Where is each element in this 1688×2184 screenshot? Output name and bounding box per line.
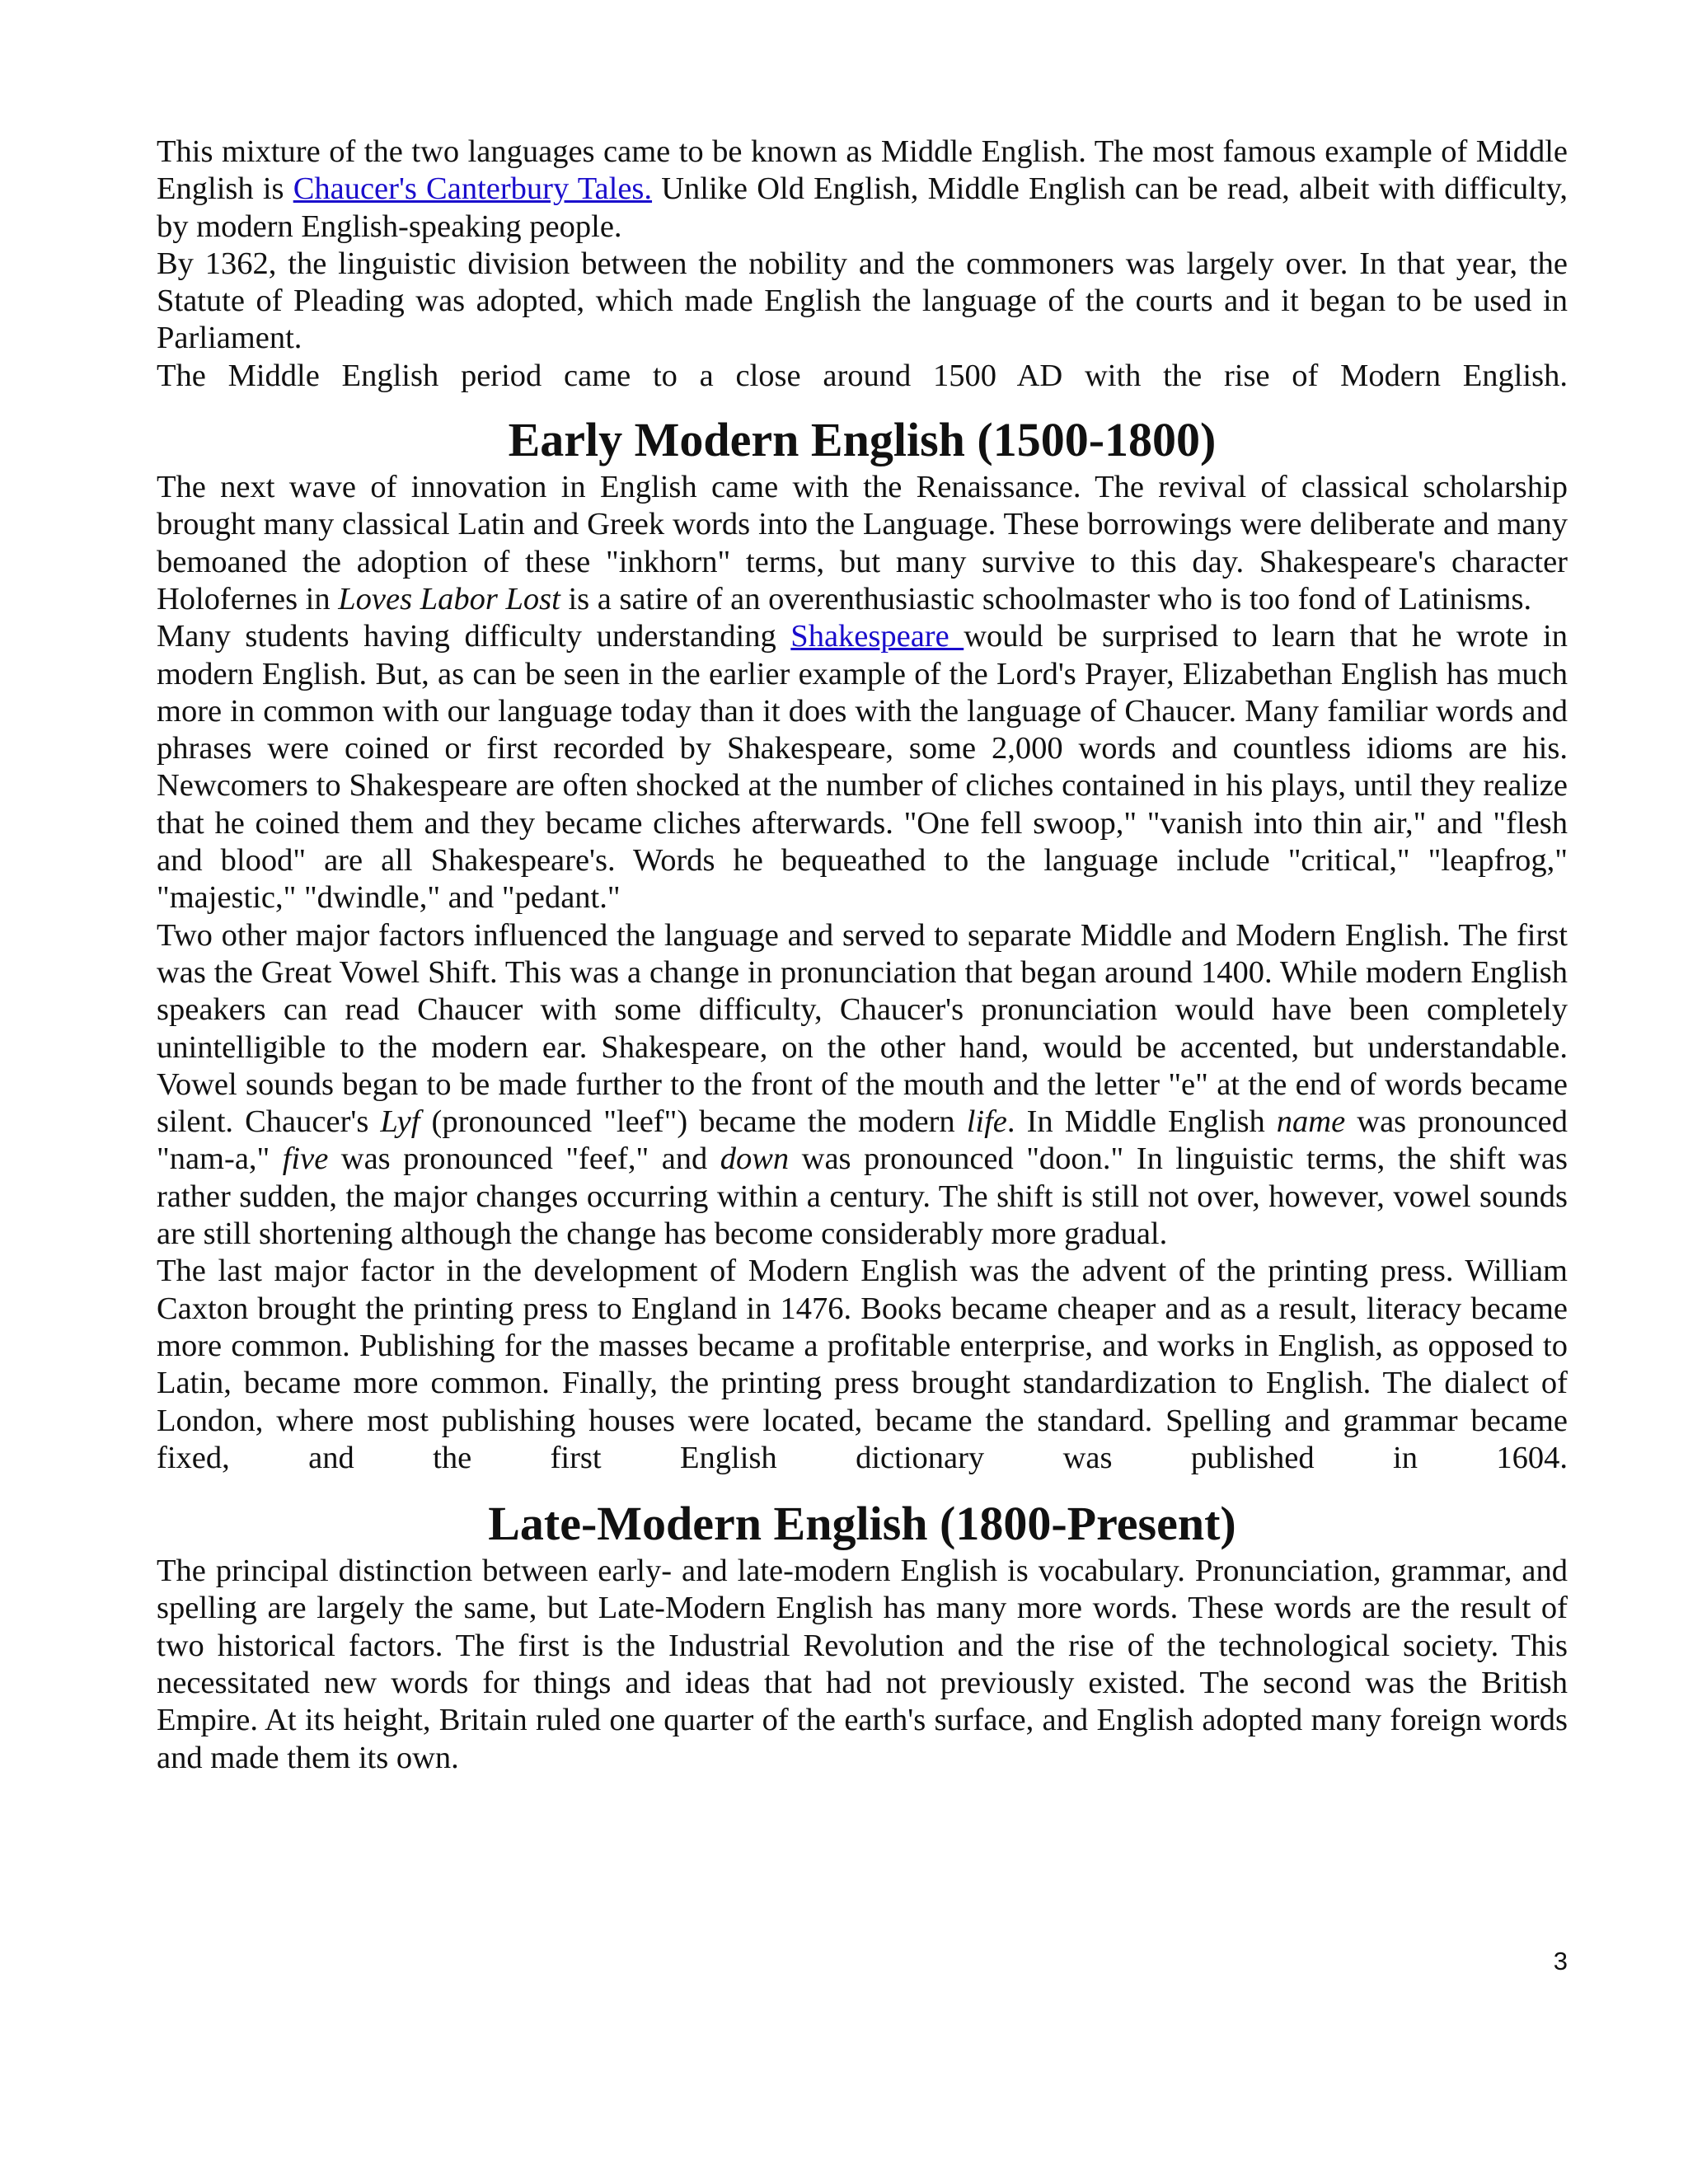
- italic-term: name: [1276, 1104, 1346, 1140]
- paragraph-late-modern-vocabulary: The principal distinction between early- and late-modern English is vocabulary. Pronunciation, grammar, and spelling are largely the same, but Late-Modern English has many more words. These words are the result of two historical factors. The first is the Industrial Revolution and the rise of the technological society. This necessitated new words for things and ideas that had not previously existed. The second was the British Empire. At its height, Britain ruled one quarter of the earth's surface, and English adopted many foreign words and made them its own.: [157, 1554, 1568, 1775]
- paragraph-text: Many students having difficulty understanding: [157, 619, 791, 654]
- paragraph-text: (pronounced "leef") became the modern: [420, 1104, 967, 1140]
- heading-early-modern-english: Early Modern English (1500-1800): [508, 413, 1217, 467]
- italic-term: five: [282, 1141, 329, 1177]
- chaucer-canterbury-tales-link[interactable]: Chaucer's Canterbury Tales.: [293, 171, 653, 207]
- italic-term: down: [720, 1141, 790, 1177]
- paragraph-shakespeare: [157, 618, 1568, 916]
- paragraph-text: Unlike Old English, Middle English can be read, albeit with difficulty, by modern English-speaking people.: [157, 171, 1568, 244]
- paragraph-text: was pronounced "doon." In linguistic terms, the shift was rather sudden, the major changes occurring within a century. The shift is still not over, however, vowel sounds are still shortening although the change has become considerably more gradual.: [157, 1141, 1568, 1252]
- heading-late-modern-english: Late-Modern English (1800-Present): [488, 1497, 1236, 1551]
- paragraph-printing-press: The last major factor in the development of Modern English was the advent of the printing press. William Caxton brought the printing press to England in 1476. Books became cheaper and as a result, literacy became more common. Publishing for the masses became a profitable enterprise, and works in English, as opposed to Latin, became more common. Finally, the printing press brought standardization to English. The dialect of London, where most publishing houses were located, became the standard. Spelling and grammar became fixed, and the first English dictionary was published in 1604.: [157, 1254, 1568, 1475]
- paragraph-text: The next wave of innovation in English came with the Renaissance. The revival of classical scholarship brought many classical Latin and Greek words into the Language. These borrowings were deliberate and many bemoaned the adoption of these "inkhorn" terms, but many survive to this day. Shakespeare's character Holofernes in: [157, 470, 1568, 616]
- paragraph-text: was pronounced "nam-a,": [157, 1104, 1568, 1177]
- paragraph-text: This mixture of the two languages came to be known as Middle English. The most famous example of Middle English is: [157, 134, 1568, 207]
- paragraph-text: is a satire of an overenthusiastic schoolmaster who is too fond of Latinisms.: [560, 581, 1532, 616]
- shakespeare-link[interactable]: Shakespeare: [790, 619, 964, 654]
- paragraph-text: would be surprised to learn that he wrote in modern English. But, as can be seen in the earlier example of the Lord's Prayer, Elizabethan English has much more in common with our language today than it does with the language of Chaucer. Many familiar words and phrases were coined or first recorded by Shakespeare, some 2,000 words and countless idioms are his. Newcomers to Shakespeare are often shocked at the number of cliches contained in his plays, until they realize that he coined them and they became cliches afterwards. "One fell swoop," "vanish into thin air," and "flesh and blood" are all Shakespeare's. Words he bequeathed to the language include "critical," "leapfrog," "majestic," "dwindle," and "pedant.": [157, 619, 1568, 916]
- paragraph-middle-english-intro: [157, 134, 1568, 246]
- paragraph-statute-of-pleading: By 1362, the linguistic division between the nobility and the commoners was largely over. In that year, the Statute of Pleading was adopted, which made English the language of the courts and it began to be used in Parliament.: [157, 246, 1568, 356]
- document-page: [157, 134, 1568, 1777]
- paragraph-renaissance: [157, 469, 1568, 618]
- paragraph-text: was pronounced "feef," and: [328, 1141, 720, 1177]
- paragraph-middle-english-close: The Middle English period came to a close around 1500 AD with the rise of Modern English.: [157, 358, 1568, 393]
- italic-term: life: [966, 1104, 1007, 1140]
- italic-title: Loves Labor Lost: [338, 581, 560, 616]
- page-number: 3: [1553, 1947, 1568, 1975]
- paragraph-text: . In Middle English: [1006, 1104, 1277, 1140]
- paragraph-great-vowel-shift: [157, 917, 1568, 1254]
- paragraph-text: Two other major factors influenced the language and served to separate Middle and Modern English. The first was the Great Vowel Shift. This was a change in pronunciation that began around 1400. While modern English speakers can read Chaucer with some difficulty, Chaucer's pronunciation would have been completely unintelligible to the modern ear. Shakespeare, on the other hand, would be accented, but understandable. Vowel sounds began to be made further to the front of the mouth and the letter "e" at the end of words became silent. Chaucer's: [157, 917, 1568, 1140]
- italic-term: Lyf: [380, 1104, 420, 1140]
